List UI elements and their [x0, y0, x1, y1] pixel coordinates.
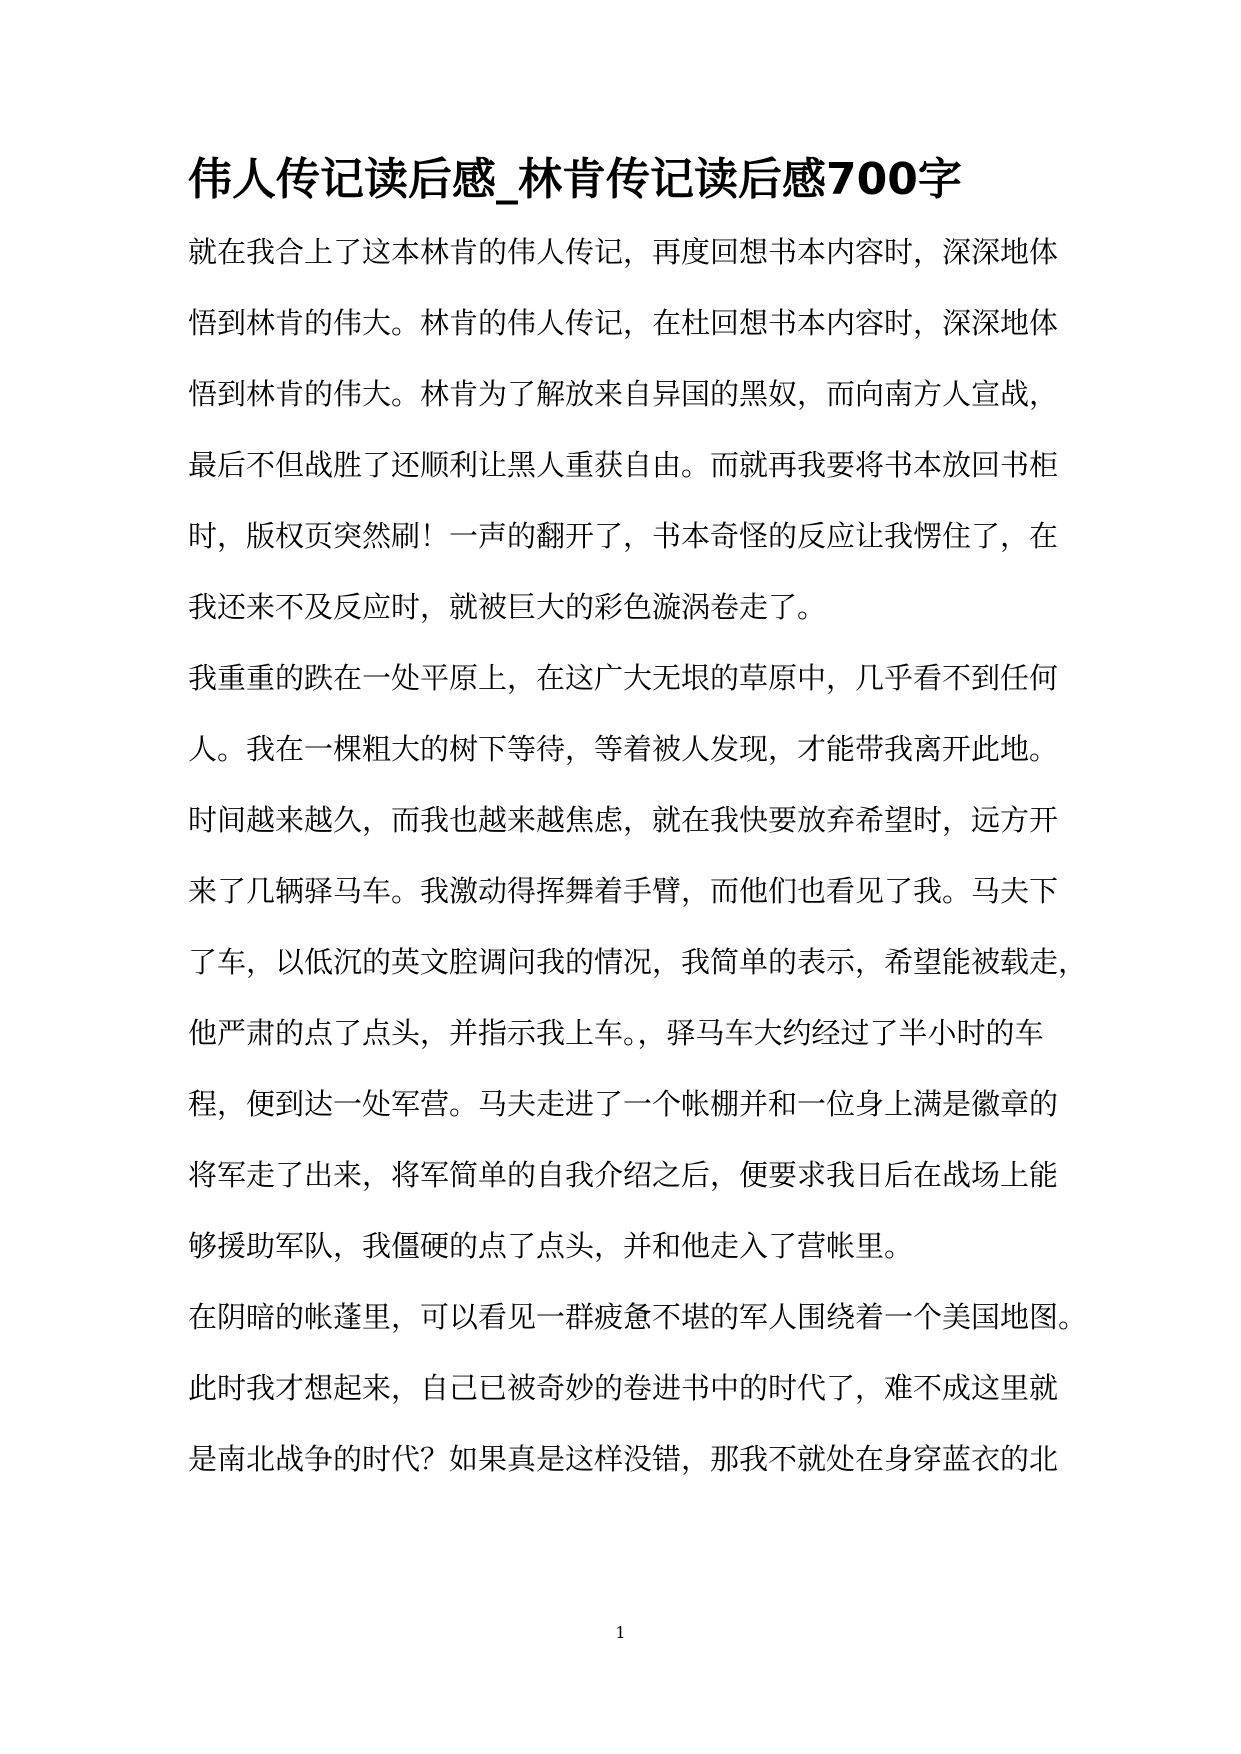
text-line: 将军走了出来，将军简单的自我介绍之后，便要求我日后在战场上能: [188, 1158, 1059, 1192]
text-line: 他严肃的点了点头，并指示我上车。，驿马车大约经过了半小时的车: [188, 1016, 1044, 1050]
text-line: 够援助军队，我僵硬的点了点头，并和他走入了营帐里。: [188, 1229, 914, 1263]
text-line: 时，版权页突然刷！一声的翻开了，书本奇怪的反应让我愣住了，在: [188, 519, 1059, 553]
text-line: 程，便到达一处军营。马夫走进了一个帐棚并和一位身上满是徽章的: [188, 1087, 1059, 1121]
text-line: 我还来不及反应时，就被巨大的彩色漩涡卷走了。: [188, 590, 827, 624]
text-line: 是南北战争的时代？如果真是这样没错，那我不就处在身穿蓝衣的北: [188, 1442, 1059, 1476]
text-line: 我重重的跌在一处平原上，在这广大无垠的草原中，几乎看不到任何: [188, 661, 1059, 695]
text-line: 此时我才想起来，自己已被奇妙的卷进书中的时代了，难不成这里就: [188, 1371, 1059, 1405]
text-line: 来了几辆驿马车。我激动得挥舞着手臂，而他们也看见了我。马夫下: [188, 874, 1059, 908]
text-line: 人。我在一棵粗大的树下等待，等着被人发现，才能带我离开此地。: [188, 732, 1059, 766]
document-title: 伟人传记读后感_林肯传记读后感700字: [188, 154, 962, 205]
page-number: 1: [615, 1623, 626, 1642]
text-line: 了车，以低沉的英文腔调问我的情况，我简单的表示，希望能被载走，: [188, 945, 1088, 979]
text-line: 在阴暗的帐蓬里，可以看见一群疲惫不堪的军人围绕着一个美国地图。: [188, 1300, 1088, 1334]
text-line: 最后不但战胜了还顺利让黑人重获自由。而就再我要将书本放回书柜: [188, 448, 1059, 482]
text-line: 悟到林肯的伟大。林肯的伟人传记，在杜回想书本内容时，深深地体: [188, 306, 1059, 340]
text-line: 时间越来越久，而我也越来越焦虑，就在我快要放弃希望时，远方开: [188, 803, 1059, 837]
text-line: 就在我合上了这本林肯的伟人传记，再度回想书本内容时，深深地体: [188, 235, 1059, 269]
text-line: 悟到林肯的伟大。林肯为了解放来自异国的黑奴，而向南方人宣战，: [188, 377, 1059, 411]
